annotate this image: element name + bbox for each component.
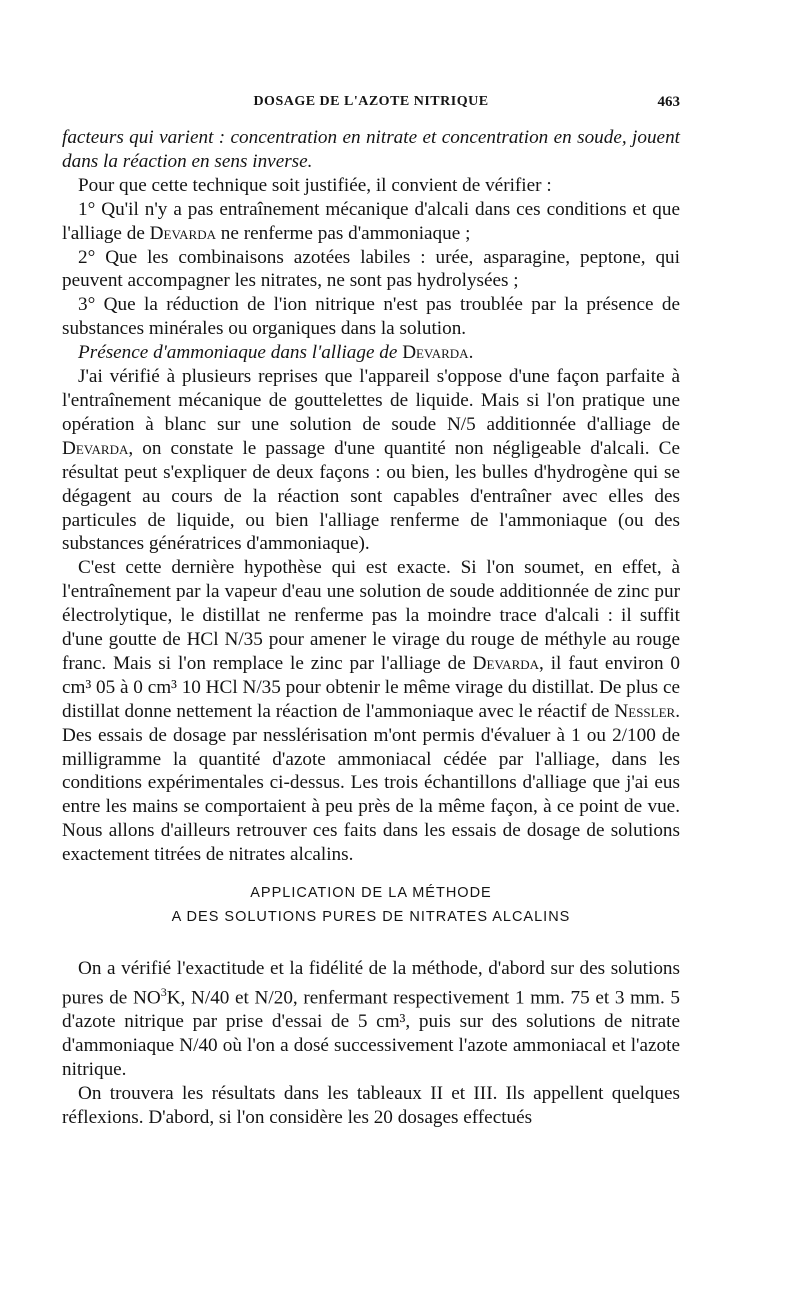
paragraph-2: Pour que cette technique soit justifiée, il convient de vérifier : xyxy=(78,174,552,196)
paragraph-10: On trouvera les résultats dans les tableaux II et III. Ils appellent quelques réflexions. D'abord, si l'on considère les 20 dosages effectués xyxy=(62,1083,680,1128)
author-name: Devarda xyxy=(472,652,540,674)
author-name: Devarda xyxy=(62,437,129,459)
paragraph-1: facteurs qui varient : concentration en nitrate et concentration en soude, jouent dans la réaction en sens inverse. xyxy=(62,127,680,172)
body-text xyxy=(62,126,680,1130)
running-head xyxy=(62,94,680,118)
author-name: Devarda xyxy=(402,342,469,364)
subsection-title: Présence d'ammoniaque dans l'alliage de Devarda. xyxy=(78,342,474,364)
running-title: DOSAGE DE L'AZOTE NITRIQUE xyxy=(253,94,489,109)
chemical-subscript: 3 xyxy=(160,985,167,999)
section-heading xyxy=(62,881,680,929)
section-heading-line-1: APPLICATION DE LA MÉTHODE xyxy=(250,885,492,902)
author-name: Devarda xyxy=(149,222,216,244)
paragraph-9: On a vérifié l'exactitude et la fidélité de la méthode, d'abord sur des solutions pures de $NO^3K$, N/40 et N/20, renfermant respectivement 1 mm. 75 et 3 mm. 5 d'azote nitrique par prise d'essai de 5 cm³, puis sur des solutions de nitrate d'ammoniaque N/40 où l'on a dosé successivement l'azote ammoniacal et l'azote nitrique. xyxy=(62,958,680,1081)
paragraph-3: 1° Qu'il n'y a pas entraînement mécanique d'alcali dans ces conditions et que l'alliage de Devarda ne renferme pas d'ammoniaque ; xyxy=(62,198,680,244)
paragraph-4: 2° Que les combinaisons azotées labiles : urée, asparagine, peptone, qui peuvent accompagner les nitrates, ne sont pas hydrolysées ; xyxy=(62,246,680,292)
author-name: Nessler xyxy=(614,700,676,722)
section-heading-line-2: A DES SOLUTIONS PURES DE NITRATES ALCALINS xyxy=(171,909,571,926)
page-number: 463 xyxy=(657,94,680,110)
paragraph-5: 3° Que la réduction de l'ion nitrique n'est pas troublée par la présence de substances minérales ou organiques dans la solution. xyxy=(62,294,680,340)
paragraph-8: C'est cette dernière hypothèse qui est exacte. Si l'on soumet, en effet, à l'entraînement par la vapeur d'eau une solution de soude additionnée de zinc pur électrolytique, le distillat ne renferme pas la moindre trace d'alcali : il suffit d'une goutte de HCl N/35 pour amener le virage du rouge de méthyle au rouge franc. Mais si l'on remplace le zinc par l'alliage de Devarda, il faut environ 0 cm³ 05 à 0 cm³ 10 HCl N/35 pour obtenir le même virage du distillat. De plus ce distillat donne nettement la réaction de l'ammoniaque avec le réactif de Nessler. Des essais de dosage par nesslérisation m'ont permis d'évaluer à 1 ou 2/100 de milligramme la quantité d'azote ammoniacal cédée par l'alliage, dans les conditions expérimentales ci-dessus. Les trois échantillons d'alliage que j'ai eus entre les mains se comportaient à peu près de la même façon, à ce point de vue. Nous allons d'ailleurs retrouver ces faits dans les essais de dosage de solutions exactement titrées de nitrates alcalins. xyxy=(62,557,680,866)
paragraph-7: J'ai vérifié à plusieurs reprises que l'appareil s'oppose d'une façon parfaite à l'entraînement mécanique de gouttelettes de liquide. Mais si l'on pratique une opération à blanc sur une solution de soude N/5 additionnée d'alliage de Devarda, on constate le passage d'une quantité non négligeable d'alcali. Ce résultat peut s'expliquer de deux façons : ou bien, les bulles d'hydrogène qui se dégagent au cours de la réaction sont capables d'entraîner avec elles des particules de liquide, ou bien l'alliage renferme de l'ammoniaque (ou des substances génératrices d'ammoniaque). xyxy=(62,366,680,555)
